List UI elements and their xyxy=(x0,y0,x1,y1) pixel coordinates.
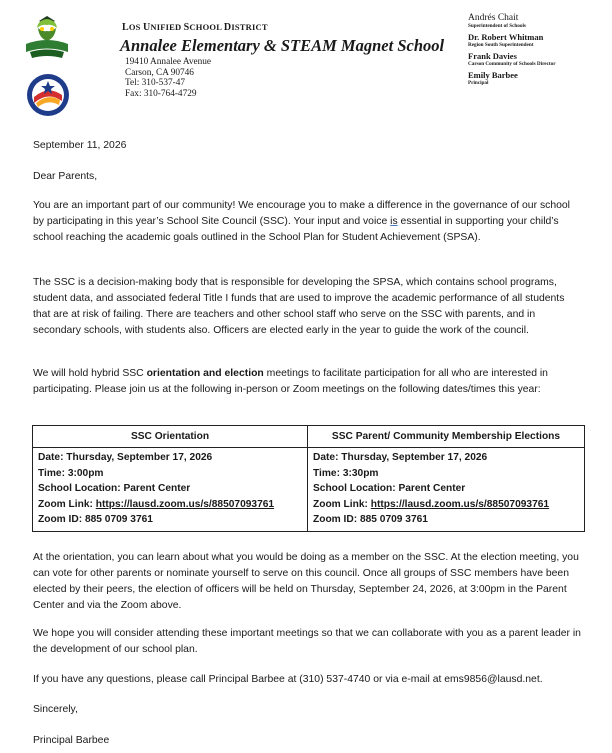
district-name: LOS UNIFIED SCHOOL DISTRICT xyxy=(122,22,268,33)
official-title: Principal xyxy=(468,80,489,86)
closing: Sincerely, xyxy=(33,704,78,715)
paragraph-contact: If you have any questions, please call Principal Barbee at (310) 537-4740 or via e-mail at ems9856@lausd.net. xyxy=(33,674,543,685)
orientation-time: Time: 3:00pm xyxy=(38,467,104,479)
paragraph-orientation-election: At the orientation, you can learn about what you would be doing as a member on the SSC. At the election meeting, you can vote for other parents or nominate yourself to serve on this council. Once all groups of SSC members have been elected by their peers, the election of officers will be held on Thursday, September 24, 2026, at 3:00pm in the Parent Center and via the Zoom above. xyxy=(33,552,579,611)
official-title: Region South Superintendent xyxy=(468,42,534,48)
school-name: Annalee Elementary & STEAM Magnet School xyxy=(120,36,445,55)
orientation-date: Date: Thursday, September 17, 2026 xyxy=(38,452,213,463)
paragraph-meetings: We will hold hybrid SSC orientation and election meetings to facilitate participation for all who are interested in participating. Please join us at the following in-person or Zoom meetings on the following dates/times this year: xyxy=(33,368,548,395)
election-time: Time: 3:30pm xyxy=(313,467,379,479)
school-mascot-logo xyxy=(22,14,72,60)
election-location: School Location: Parent Center xyxy=(313,483,466,494)
election-details xyxy=(308,448,585,532)
district-seal-logo xyxy=(26,73,70,117)
orientation-details xyxy=(33,448,308,532)
official-title: Superintendent of Schools xyxy=(468,23,526,29)
official-name: Emily Barbee xyxy=(468,70,518,80)
orientation-location: School Location: Parent Center xyxy=(38,483,191,494)
paragraph-collaborate: We hope you will consider attending these important meetings so that we can collaborate with you as a parent leader in the development of our school plan. xyxy=(33,628,581,655)
orientation-zoom-link[interactable]: https://lausd.zoom.us/s/88507093761 xyxy=(95,498,275,510)
address-line-1: 19410 Annalee Avenue xyxy=(125,57,212,67)
paragraph-ssc-description: The SSC is a decision-making body that is responsible for developing the SPSA, which contains school programs, student data, and associated federal Title I funds that are used to improve the academic performance of all students that are at risk of failing. There are teachers and other school staff who serve on the SSC with parents, and in secondary schools, with students also. Officers are elected early in the year to guide the work of the council. xyxy=(33,277,565,336)
orientation-header: SSC Orientation xyxy=(33,426,308,448)
paragraph-intro: You are an important part of our community! We encourage you to make a difference in the governance of our school by participating in this year’s School Site Council (SSC). Your input and voice is essential in supporting your child’s school reaching the academic goals outlined in the School Plan for Student Achievement (SPSA). xyxy=(33,200,570,243)
official-title: Carson Community of Schools Director xyxy=(468,61,556,67)
phone-number: Tel: 310-537-47 xyxy=(125,78,186,89)
election-date: Date: Thursday, September 17, 2026 xyxy=(313,452,488,463)
fax-number: Fax: 310-764-4729 xyxy=(125,88,197,99)
address-line-2: Carson, CA 90746 xyxy=(125,67,194,78)
meeting-schedule-table xyxy=(32,425,585,532)
official-name: Andrés Chait xyxy=(468,13,519,23)
signature: Principal Barbee xyxy=(33,735,110,746)
school-address xyxy=(125,57,211,99)
orientation-zoom-id: Zoom ID: 885 0709 3761 xyxy=(38,514,153,525)
salutation: Dear Parents, xyxy=(33,171,98,182)
district-officials xyxy=(468,13,608,89)
election-zoom-id: Zoom ID: 885 0709 3761 xyxy=(313,514,428,525)
official-name: Frank Davies xyxy=(468,51,517,61)
election-zoom: Zoom Link: https://lausd.zoom.us/s/88507093761 xyxy=(313,498,550,510)
election-zoom-link[interactable]: https://lausd.zoom.us/s/88507093761 xyxy=(370,498,550,510)
election-header: SSC Parent/ Community Membership Elections xyxy=(308,426,585,448)
official-name: Dr. Robert Whitman xyxy=(468,32,544,42)
orientation-zoom: Zoom Link: https://lausd.zoom.us/s/88507093761 xyxy=(38,498,275,510)
letter-date: September 11, 2026 xyxy=(33,140,127,151)
